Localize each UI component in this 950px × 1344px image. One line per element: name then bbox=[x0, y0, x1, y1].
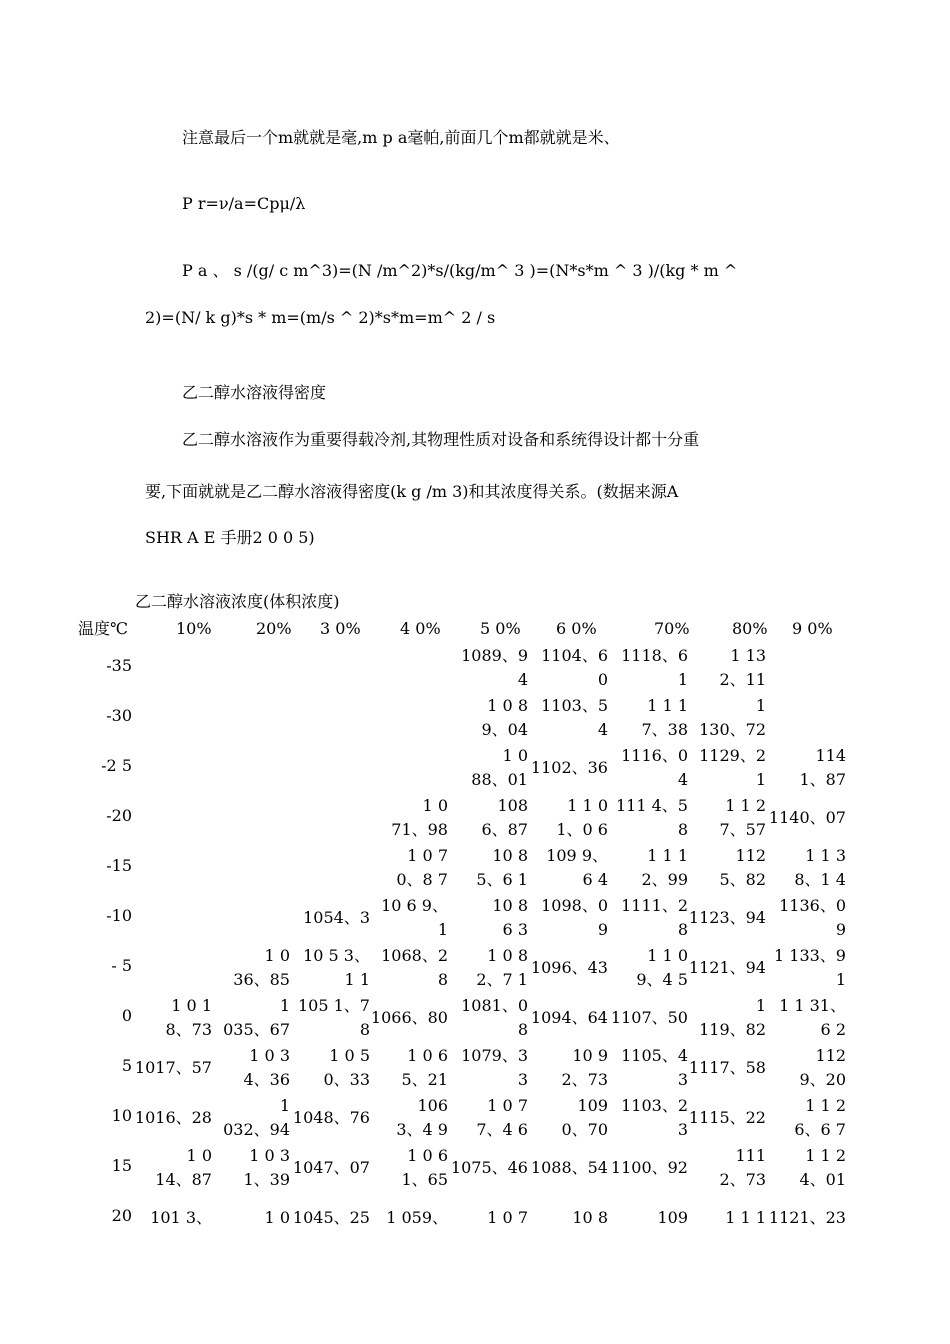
density-cell: 1115、22 bbox=[688, 1108, 766, 1127]
density-cell: 1 0 7 bbox=[487, 1208, 528, 1227]
row-temperature: 5 bbox=[121, 1056, 132, 1075]
row-temperature: -10 bbox=[106, 906, 132, 925]
row-temperature: -20 bbox=[106, 806, 132, 825]
density-cell: 105 1、7 8 bbox=[298, 996, 370, 1039]
density-cell: 10 8 6 3 bbox=[492, 896, 528, 939]
density-cell: 1 133、9 1 bbox=[774, 946, 846, 989]
density-cell: 10 6 9、 1 bbox=[381, 896, 448, 939]
density-cell: 1 0 8 9、04 bbox=[481, 696, 528, 739]
density-cell: 10 5 3、 1 1 bbox=[303, 946, 370, 989]
density-cell: 1103、2 3 bbox=[621, 1096, 688, 1139]
density-cell: 1 032、94 bbox=[223, 1096, 290, 1139]
density-cell: 10 9 2、73 bbox=[561, 1046, 608, 1089]
row-temperature: 0 bbox=[121, 1006, 132, 1025]
density-cell: 1047、07 bbox=[292, 1158, 370, 1177]
density-cell: 10 8 bbox=[572, 1208, 608, 1227]
section-heading: 乙二醇水溶液得密度 bbox=[182, 383, 327, 402]
density-cell: 1 1 1 7、38 bbox=[641, 696, 688, 739]
density-cell: 1 130、72 bbox=[699, 696, 766, 739]
density-cell: 1 1 2 7、57 bbox=[719, 796, 766, 839]
density-cell: 1123、94 bbox=[688, 908, 766, 927]
density-cell: 1 0 6 1、65 bbox=[401, 1146, 448, 1189]
density-cell: 106 3、4 9 bbox=[396, 1096, 448, 1139]
density-cell: 1104、6 0 bbox=[541, 646, 608, 689]
density-cell: 1111、2 8 bbox=[621, 896, 688, 939]
density-cell: 1066、80 bbox=[370, 1008, 448, 1027]
density-cell: 111 4、5 8 bbox=[616, 796, 688, 839]
paragraph-line2: 要,下面就就是乙二醇水溶液得密度(k g /m 3)和其浓度得关系。(数据来源A bbox=[145, 482, 679, 501]
density-cell: 1054、3 bbox=[303, 908, 370, 927]
density-cell: 1 0 7 7、4 6 bbox=[476, 1096, 528, 1139]
row-temperature: -35 bbox=[106, 656, 132, 675]
density-cell: 1 0 6 5、21 bbox=[401, 1046, 448, 1089]
prandtl-formula: P r=ν/a=Cpμ/λ bbox=[182, 194, 306, 213]
density-cell: 1045、25 bbox=[292, 1208, 370, 1227]
density-cell: 1 1 3 8、1 4 bbox=[794, 846, 846, 889]
unit-derivation-line1: P a 、 s /(g/ c m^3)=(N /m^2)*s/(kg/m^ 3 )=(N*s*m ^ 3 )/(kg * m ^ bbox=[182, 261, 738, 280]
density-cell: 10 8 5、6 1 bbox=[476, 846, 528, 889]
density-cell: 1 0 8 2、7 1 bbox=[476, 946, 528, 989]
density-cell: 1 0 1 8、73 bbox=[165, 996, 212, 1039]
density-cell: 1 035、67 bbox=[223, 996, 290, 1039]
density-cell: 1116、0 4 bbox=[621, 746, 688, 789]
row-temperature: -30 bbox=[106, 706, 132, 725]
row-temperature: -15 bbox=[106, 856, 132, 875]
header-temperature: 温度℃ bbox=[78, 619, 128, 638]
density-cell: 1 059、 bbox=[386, 1208, 448, 1227]
density-cell: 1 1 0 1、0 6 bbox=[556, 796, 608, 839]
density-cell: 1102、36 bbox=[530, 758, 608, 777]
density-cell: 1121、94 bbox=[688, 958, 766, 977]
density-cell: 1100、92 bbox=[610, 1158, 688, 1177]
header-concentration: 20% bbox=[256, 619, 292, 638]
header-concentration: 3 0% bbox=[320, 619, 361, 638]
density-cell: 1 13 2、11 bbox=[719, 646, 766, 689]
density-cell: 1 0 bbox=[264, 1208, 290, 1227]
density-cell: 1017、57 bbox=[134, 1058, 212, 1077]
density-cell: 1088、54 bbox=[530, 1158, 608, 1177]
density-cell: 1107、50 bbox=[610, 1008, 688, 1027]
header-concentration: 80% bbox=[732, 619, 768, 638]
density-cell: 1 1 31、 6 2 bbox=[779, 996, 846, 1039]
density-cell: 111 2、73 bbox=[719, 1146, 766, 1189]
density-cell: 1 1 2 4、01 bbox=[799, 1146, 846, 1189]
row-temperature: 10 bbox=[111, 1106, 132, 1125]
density-cell: 1 1 2 6、6 7 bbox=[794, 1096, 846, 1139]
density-cell: 1103、5 4 bbox=[541, 696, 608, 739]
row-temperature: 15 bbox=[111, 1156, 132, 1175]
note-line: 注意最后一个m就就是毫,m p a毫帕,前面几个m都就就是米、 bbox=[182, 128, 620, 147]
row-temperature: -2 5 bbox=[101, 756, 132, 775]
header-concentration: 70% bbox=[654, 619, 690, 638]
density-cell: 1068、2 8 bbox=[381, 946, 448, 989]
table-title: 乙二醇水溶液浓度(体积浓度) bbox=[135, 592, 340, 611]
density-cell: 1 0 5 0、33 bbox=[323, 1046, 370, 1089]
density-cell: 1 0 3 1、39 bbox=[243, 1146, 290, 1189]
density-cell: 1 119、82 bbox=[699, 996, 766, 1039]
density-cell: 1098、0 9 bbox=[541, 896, 608, 939]
density-cell: 1048、76 bbox=[292, 1108, 370, 1127]
density-cell: 1 0 3 4、36 bbox=[243, 1046, 290, 1089]
paragraph-line1: 乙二醇水溶液作为重要得载冷剂,其物理性质对设备和系统得设计都十分重 bbox=[182, 430, 700, 449]
density-cell: 1075、46 bbox=[450, 1158, 528, 1177]
row-temperature: - 5 bbox=[111, 956, 132, 975]
density-cell: 1 0 36、85 bbox=[233, 946, 290, 989]
density-cell: 1016、28 bbox=[134, 1108, 212, 1127]
unit-derivation-line2: 2)=(N/ k g)*s * m=(m/s ^ 2)*s*m=m^ 2 / s bbox=[145, 308, 496, 327]
density-cell: 1105、4 3 bbox=[621, 1046, 688, 1089]
density-cell: 1 1 1 2、99 bbox=[641, 846, 688, 889]
density-cell: 1129、2 1 bbox=[699, 746, 766, 789]
density-cell: 109 bbox=[657, 1208, 688, 1227]
density-cell: 101 3、 bbox=[150, 1208, 212, 1227]
header-concentration: 9 0% bbox=[792, 619, 833, 638]
density-cell: 112 5、82 bbox=[719, 846, 766, 889]
density-cell: 1 1 0 9、4 5 bbox=[636, 946, 688, 989]
density-cell: 108 6、87 bbox=[481, 796, 528, 839]
density-cell: 1 1 1 bbox=[725, 1208, 766, 1227]
density-cell: 1079、3 3 bbox=[461, 1046, 528, 1089]
density-cell: 1 0 88、01 bbox=[471, 746, 528, 789]
density-cell: 1136、0 9 bbox=[779, 896, 846, 939]
density-cell: 1140、07 bbox=[768, 808, 846, 827]
paragraph-line3: SHR A E 手册2 0 0 5) bbox=[145, 528, 315, 547]
density-cell: 1118、6 1 bbox=[621, 646, 688, 689]
density-cell: 114 1、87 bbox=[799, 746, 846, 789]
density-cell: 1089、9 4 bbox=[461, 646, 528, 689]
header-concentration: 4 0% bbox=[400, 619, 441, 638]
density-cell: 1 0 7 0、8 7 bbox=[396, 846, 448, 889]
density-cell: 1117、58 bbox=[688, 1058, 766, 1077]
header-concentration: 5 0% bbox=[480, 619, 521, 638]
density-cell: 1081、0 8 bbox=[461, 996, 528, 1039]
header-concentration: 10% bbox=[176, 619, 212, 638]
density-cell: 1121、23 bbox=[768, 1208, 846, 1227]
density-cell: 1 0 14、87 bbox=[155, 1146, 212, 1189]
density-cell: 1096、43 bbox=[530, 958, 608, 977]
density-cell: 112 9、20 bbox=[799, 1046, 846, 1089]
density-cell: 1 0 71、98 bbox=[391, 796, 448, 839]
density-cell: 1094、64 bbox=[530, 1008, 608, 1027]
row-temperature: 20 bbox=[111, 1206, 132, 1225]
density-cell: 109 9、 6 4 bbox=[546, 846, 608, 889]
density-cell: 109 0、70 bbox=[561, 1096, 608, 1139]
header-concentration: 6 0% bbox=[556, 619, 597, 638]
